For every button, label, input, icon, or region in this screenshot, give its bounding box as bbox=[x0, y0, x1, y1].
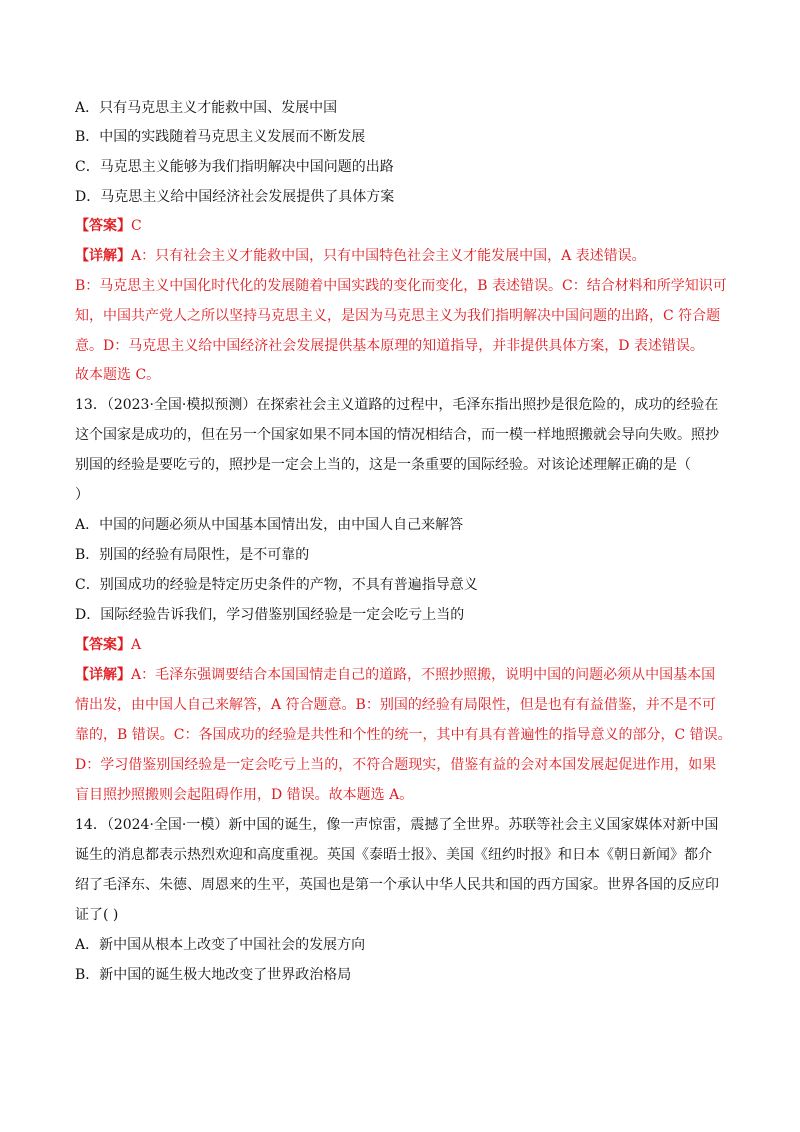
answer-label: 【答案】 bbox=[75, 637, 131, 653]
detail-text: A：毛泽东强调要结合本国国情走自己的道路，不照抄照搬，说明中国的问题必须从中国基本国 bbox=[131, 667, 716, 683]
q12-detail-line: 故本题选 C。 bbox=[75, 367, 161, 383]
q14-stem-line: 14．（2024·全国·一模）新中国的诞生，像一声惊雷，震撼了全世界。苏联等社会主义国家媒体对新中国 bbox=[75, 817, 719, 833]
q13-detail-line: 情出发，由中国人自己来解答，A 符合题意。B：别国的经验有局限性，但是也有有益借鉴，并不是不可 bbox=[75, 697, 716, 713]
q12-detail-line: 意。D：马克思主义给中国经济社会发展提供基本原理的知道指导，并非提供具体方案，D 表述错误。 bbox=[75, 338, 704, 354]
q13-stem-line: ） bbox=[75, 487, 89, 503]
q13-option-b: B．别国的经验有局限性，是不可靠的 bbox=[75, 547, 310, 563]
q12-detail-line: 知，中国共产党人之所以坚持马克思主义，是因为马克思主义为我们指明解决中国问题的出路，C 符合题 bbox=[75, 308, 721, 324]
q13-option-c: C．别国成功的经验是特定历史条件的产物，不具有普遍指导意义 bbox=[75, 577, 478, 593]
q12-answer bbox=[75, 215, 735, 237]
answer-label: 【答案】 bbox=[75, 218, 131, 234]
q14-stem-line: 绍了毛泽东、朱德、周恩来的生平，英国也是第一个承认中华人民共和国的西方国家。世界各国的反应印 bbox=[75, 877, 719, 893]
q14-stem-line: 诞生的消息都表示热烈欢迎和高度重视。英国《泰晤士报》、美国《纽约时报》和日本《朝日新闻》都介 bbox=[75, 847, 712, 863]
q12-option-b: B．中国的实践随着马克思主义发展而不断发展 bbox=[75, 129, 366, 145]
detail-text: A：只有社会主义才能救中国，只有中国特色社会主义才能发展中国，A 表述错误。 bbox=[131, 248, 646, 264]
q14-option-b: B．新中国的诞生极大地改变了世界政治格局 bbox=[75, 967, 352, 983]
q14-stem-line: 证了( ) bbox=[75, 907, 119, 923]
q13-detail-line: D：学习借鉴别国经验是一定会吃亏上当的，不符合题现实，借鉴有益的会对本国发展起促进作用，如果 bbox=[75, 757, 717, 773]
q12-detail-line: B：马克思主义中国化时代化的发展随着中国实践的变化而变化，B 表述错误。C：结合材料和所学知识可 bbox=[75, 278, 727, 294]
answer-value: A bbox=[131, 637, 142, 653]
q13-stem-line: 这个国家是成功的，但在另一个国家如果不同本国的情况相结合，而一模一样地照搬就会导向失败。照抄 bbox=[75, 427, 719, 443]
q12-detail-line bbox=[75, 245, 735, 267]
answer-value: C bbox=[131, 218, 142, 234]
q12-option-c: C．马克思主义能够为我们指明解决中国问题的出路 bbox=[75, 159, 394, 175]
detail-label: 【详解】 bbox=[75, 667, 131, 683]
q13-detail-line: 靠的，B 错误。C：各国成功的经验是共性和个性的统一，其中有具有普遍性的指导意义的部分，C 错误。 bbox=[75, 727, 732, 743]
q13-option-d: D．国际经验告诉我们，学习借鉴别国经验是一定会吃亏上当的 bbox=[75, 607, 465, 623]
q13-detail-line bbox=[75, 664, 735, 686]
q13-stem-line: 别国的经验是要吃亏的，照抄是一定会上当的，这是一条重要的国际经验。对该论述理解正确的是（ bbox=[75, 457, 691, 473]
q13-answer bbox=[75, 634, 735, 656]
q13-option-a: A．中国的问题必须从中国基本国情出发，由中国人自己来解答 bbox=[75, 517, 464, 533]
q13-detail-line: 盲目照抄照搬则会起阻碍作用，D 错误。故本题选 A。 bbox=[75, 787, 414, 803]
q13-stem-line: 13．（2023·全国·模拟预测）在探索社会主义道路的过程中，毛泽东指出照抄是很危险的，成功的经验在 bbox=[75, 397, 719, 413]
q12-option-a: A．只有马克思主义才能救中国、发展中国 bbox=[75, 100, 338, 116]
q14-option-a: A．新中国从根本上改变了中国社会的发展方向 bbox=[75, 937, 366, 953]
detail-label: 【详解】 bbox=[75, 248, 131, 264]
q12-option-d: D．马克思主义给中国经济社会发展提供了具体方案 bbox=[75, 189, 395, 205]
